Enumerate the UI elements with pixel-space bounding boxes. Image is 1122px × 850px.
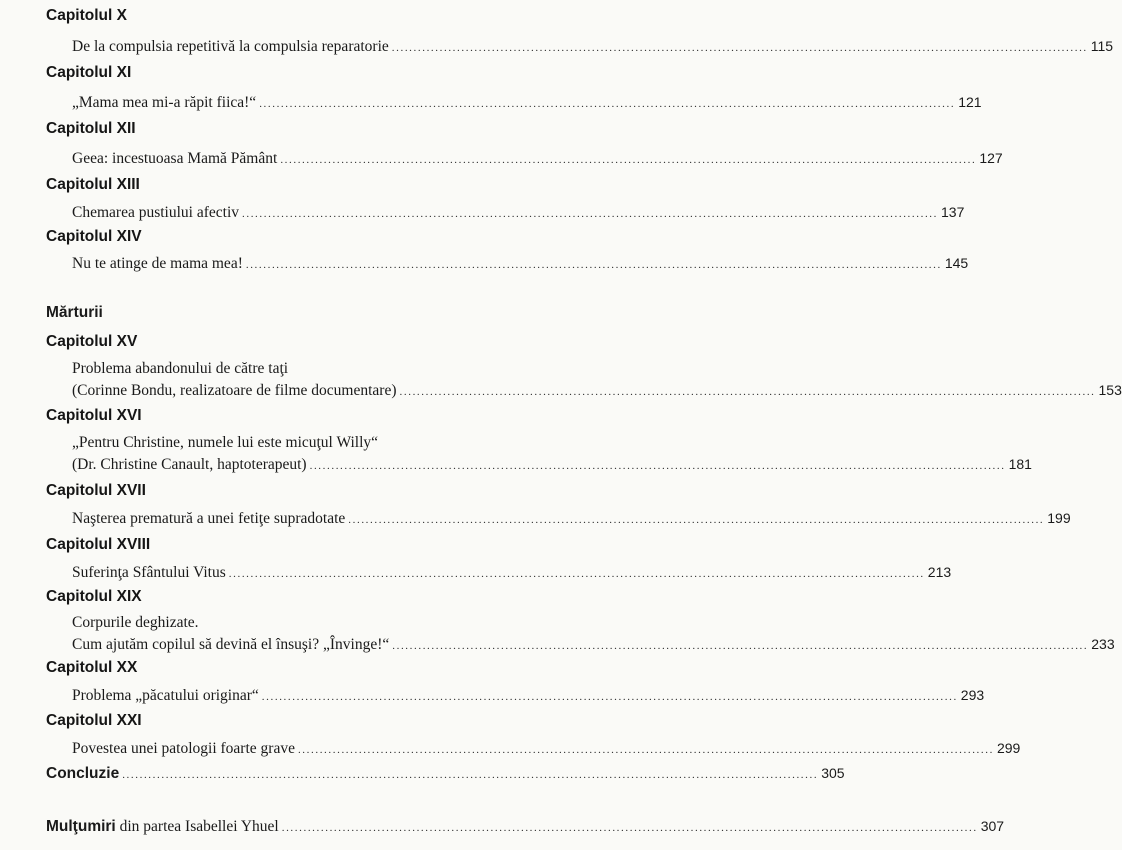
concluzie-entry <box>46 763 845 785</box>
dot-leader: ................................................................................................................................................................ <box>309 460 1006 472</box>
multumiri-page: 307 <box>980 818 1005 834</box>
chapter-16-page: 181 <box>1008 456 1032 472</box>
chapter-11-title: „Mama mea mi-a răpit fiica!“ <box>72 94 257 111</box>
chapter-10-entry <box>72 36 1114 58</box>
chapter-11-entry <box>72 92 982 114</box>
chapter-20-page: 293 <box>960 687 985 703</box>
concluzie-page: 305 <box>821 765 845 781</box>
dot-leader: ................................................................................................................................................................ <box>245 259 942 271</box>
chapter-13-page: 137 <box>941 204 965 220</box>
dot-leader: ................................................................................................................................................................ <box>281 822 978 834</box>
chapter-14-label: Capitolul XIV <box>46 228 142 245</box>
multumiri-title <box>46 817 279 837</box>
chapter-16-title-line2: (Dr. Christine Canault, haptoterapeut) <box>72 456 307 473</box>
multumiri-rest: din partea Isabellei Yhuel <box>115 818 279 835</box>
chapter-15-label: Capitolul XV <box>46 333 138 350</box>
chapter-10-page: 115 <box>1090 38 1114 54</box>
chapter-18-page: 213 <box>927 564 952 580</box>
chapter-17-page: 199 <box>1047 510 1071 526</box>
chapter-17-label: Capitolul XVII <box>46 482 146 499</box>
dot-leader: ................................................................................................................................................................ <box>242 208 938 220</box>
dot-leader: ................................................................................................................................................................ <box>399 386 1096 398</box>
chapter-21-label: Capitolul XXI <box>46 712 142 729</box>
chapter-15-page: 153 <box>1098 382 1122 398</box>
chapter-20-title: Problema „păcatului originar“ <box>72 687 259 704</box>
chapter-16-label: Capitolul XVI <box>46 407 142 424</box>
chapter-11-label: Capitolul XI <box>46 64 132 81</box>
chapter-13-label: Capitolul XIII <box>46 176 140 193</box>
multumiri-bold: Mulţumiri <box>46 818 116 835</box>
chapter-16-entry <box>72 454 1032 476</box>
chapter-20-entry <box>72 685 985 707</box>
chapter-19-entry <box>72 634 1115 656</box>
dot-leader: ................................................................................................................................................................ <box>228 568 925 580</box>
chapter-10-title: De la compulsia repetitivă la compulsia reparatorie <box>72 38 389 55</box>
chapter-14-title: Nu te atinge de mama mea! <box>72 255 243 272</box>
chapter-21-page: 299 <box>996 740 1021 756</box>
concluzie-title: Concluzie <box>46 765 120 782</box>
chapter-19-title-line2: Cum ajutăm copilul să devină el însuşi? „Învinge!“ <box>72 636 390 653</box>
section-heading-marturii: Mărturii <box>46 304 103 321</box>
chapter-12-entry <box>72 148 1003 170</box>
chapter-18-label: Capitolul XVIII <box>46 536 151 553</box>
chapter-12-label: Capitolul XII <box>46 120 136 137</box>
chapter-12-title: Geea: incestuoasa Mamă Pământ <box>72 150 278 167</box>
chapter-13-title: Chemarea pustiului afectiv <box>72 204 239 221</box>
dot-leader: ................................................................................................................................................................ <box>122 769 819 781</box>
dot-leader: ................................................................................................................................................................ <box>391 42 1088 54</box>
chapter-11-page: 121 <box>958 94 982 110</box>
chapter-16-title-line1: „Pentru Christine, numele lui este micuţul Willy“ <box>72 434 379 451</box>
chapter-15-entry <box>72 380 1122 402</box>
chapter-19-label: Capitolul XIX <box>46 588 142 605</box>
chapter-19-page: 233 <box>1091 636 1115 652</box>
chapter-15-title-line1: Problema abandonului de către taţi <box>72 360 289 377</box>
chapter-12-page: 127 <box>979 150 1003 166</box>
chapter-17-entry <box>72 508 1071 530</box>
chapter-17-title: Naşterea prematură a unei fetiţe supradotate <box>72 510 346 527</box>
chapter-14-entry <box>72 253 969 275</box>
dot-leader: ................................................................................................................................................................ <box>392 640 1089 652</box>
chapter-19-title-line1: Corpurile deghizate. <box>72 614 199 631</box>
chapter-21-title: Povestea unei patologii foarte grave <box>72 740 295 757</box>
chapter-18-title: Suferinţa Sfântului Vitus <box>72 564 226 581</box>
chapter-20-label: Capitolul XX <box>46 659 138 676</box>
chapter-18-entry <box>72 562 952 584</box>
chapter-14-page: 145 <box>944 255 969 271</box>
chapter-15-title-line2: (Corinne Bondu, realizatoare de filme documentare) <box>72 382 397 399</box>
dot-leader: ................................................................................................................................................................ <box>297 744 994 756</box>
dot-leader: ................................................................................................................................................................ <box>348 514 1045 526</box>
dot-leader: ................................................................................................................................................................ <box>259 98 956 110</box>
dot-leader: ................................................................................................................................................................ <box>280 154 977 166</box>
chapter-10-label: Capitolul X <box>46 7 127 24</box>
chapter-13-entry <box>72 202 965 224</box>
multumiri-entry <box>46 816 1005 838</box>
chapter-21-entry <box>72 738 1021 760</box>
dot-leader: ................................................................................................................................................................ <box>261 691 958 703</box>
